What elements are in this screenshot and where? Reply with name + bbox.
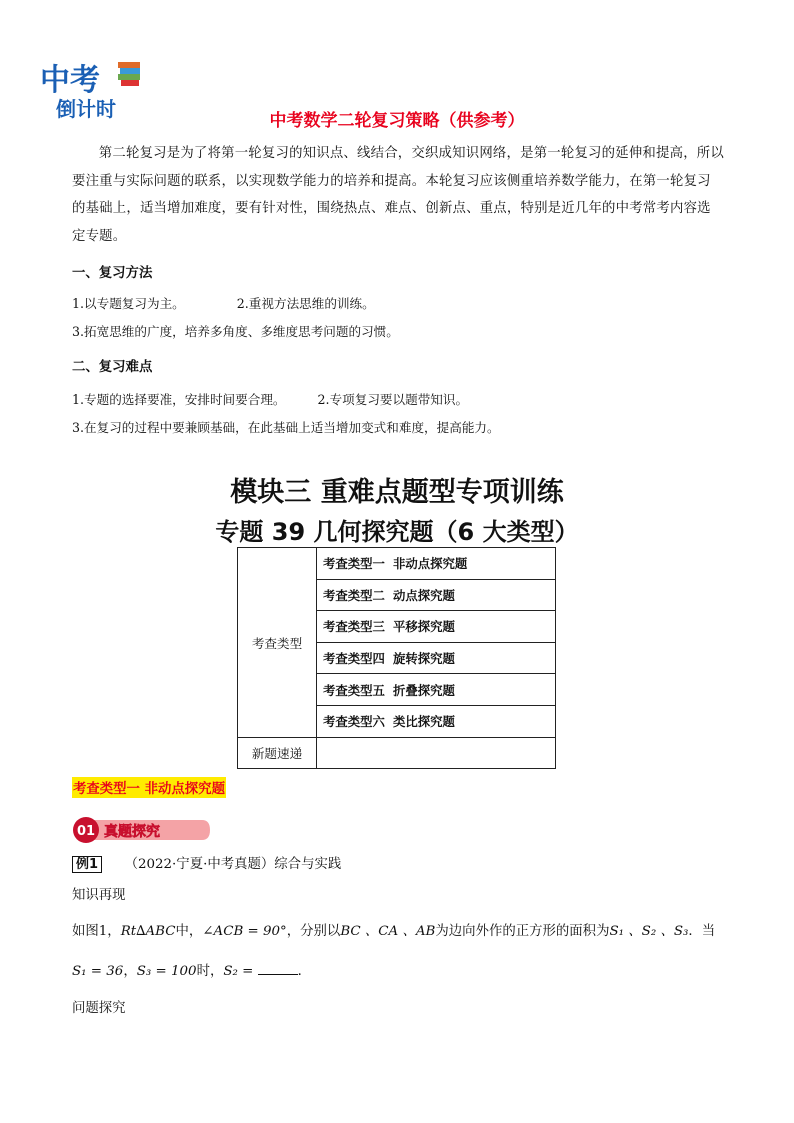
explore-label: 问题探究 <box>72 1001 126 1016</box>
type-prefix: 考查类型五 <box>323 682 385 698</box>
example-label: 例1 <box>72 856 102 873</box>
answer-blank[interactable] <box>258 962 298 975</box>
section1-item1: 1.以专题复习为主。 <box>72 296 185 311</box>
sides-label: BC 、CA 、AB <box>340 924 436 939</box>
type-name: 动点探究题 <box>392 587 455 603</box>
table-left-label: 考查类型 <box>238 548 317 738</box>
type-name: 非动点探究题 <box>392 556 468 572</box>
type-prefix: 考查类型三 <box>323 619 385 635</box>
example-source: （2022·宁夏·中考真题）综合与实践 <box>124 857 342 872</box>
table-cell <box>317 611 556 643</box>
table-cell <box>317 674 556 706</box>
logo-text-top: 中考 <box>40 63 100 98</box>
question-text: 中， <box>175 924 203 939</box>
type-name: 类比探究题 <box>392 714 455 730</box>
type-prefix: 考查类型一 <box>323 556 385 572</box>
section2-item2: 2.专项复习要以题带知识。 <box>317 392 469 407</box>
type-prefix: 考查类型四 <box>323 651 385 667</box>
question-text: 如图1， <box>72 924 121 939</box>
s3-value: S₃ = 100 <box>136 964 197 979</box>
table-footer-value <box>317 737 556 769</box>
question-text: ．当 <box>688 924 716 939</box>
question-line1 <box>72 920 715 939</box>
table-row <box>238 737 556 769</box>
table-row <box>238 548 556 580</box>
table-cell <box>317 705 556 737</box>
logo-text-bottom: 倒计时 <box>56 97 116 121</box>
type-prefix: 考查类型二 <box>323 587 385 603</box>
table-footer-label: 新题速递 <box>238 737 317 769</box>
table-cell <box>317 579 556 611</box>
type-prefix: 考查类型六 <box>323 714 385 730</box>
section1-heading: 一、复习方法 <box>72 266 153 281</box>
s1-value: S₁ = 36 <box>72 964 124 979</box>
table-cell <box>317 642 556 674</box>
highlight-heading: 考查类型一 非动点探究题 <box>72 777 226 798</box>
intro-paragraph: 第二轮复习是为了将第一轮复习的知识点、线结合，交织成知识网络，是第一轮复习的延伸和提高，所以要注重与实际问题的联系，以实现数学能力的培养和提高。本轮复习应该侧重培养数学能力，在第一轮复习的基础上，适当增加难度，要有针对性，围绕热点、难点、创新点、重点，特别是近几年的中考常考内容选定专题。 <box>72 146 724 244</box>
example-line <box>72 853 341 872</box>
section2-item1: 1.专题的选择要准，安排时间要合理。 <box>72 392 286 407</box>
question-line2 <box>72 960 311 979</box>
books-icon <box>118 62 140 86</box>
question-text: 时， <box>196 964 224 979</box>
section-banner <box>72 816 212 844</box>
type-table <box>237 547 556 769</box>
page-title: 中考数学二轮复习策略（供参考） <box>269 111 525 131</box>
knowledge-label: 知识再现 <box>72 888 126 903</box>
topic-title: 专题 39 几何探究题（6 大类型） <box>215 518 579 546</box>
angle-label: ∠ACB = 90° <box>202 924 287 939</box>
type-name: 旋转探究题 <box>392 651 455 667</box>
question-text: ，分别以 <box>286 924 341 939</box>
question-text: 为边向外作的正方形的面积为 <box>435 924 610 939</box>
type-name: 平移探究题 <box>392 619 455 635</box>
section1-item2: 2.重视方法思维的训练。 <box>236 296 375 311</box>
banner-text: 真题探究 <box>104 824 160 840</box>
question-text: ， <box>123 964 137 979</box>
section1-line1 <box>72 293 375 312</box>
section2-heading: 二、复习难点 <box>72 360 153 375</box>
table-cell <box>317 548 556 580</box>
section2-line1 <box>72 389 468 408</box>
question-text: ． <box>297 964 312 979</box>
triangle-label: Rt∆ABC <box>120 924 176 939</box>
section2-item3: 3.在复习的过程中要兼顾基础，在此基础上适当增加变式和难度，提高能力。 <box>72 420 500 435</box>
module-title: 模块三 重难点题型专项训练 <box>230 477 564 508</box>
banner-number: 01 <box>76 824 96 839</box>
section1-item3: 3.拓宽思维的广度，培养多角度、多维度思考问题的习惯。 <box>72 324 399 339</box>
areas-label: S₁ 、S₂ 、S₃ <box>609 924 689 939</box>
s2-label: S₂ = <box>223 964 254 979</box>
type-name: 折叠探究题 <box>392 682 455 698</box>
